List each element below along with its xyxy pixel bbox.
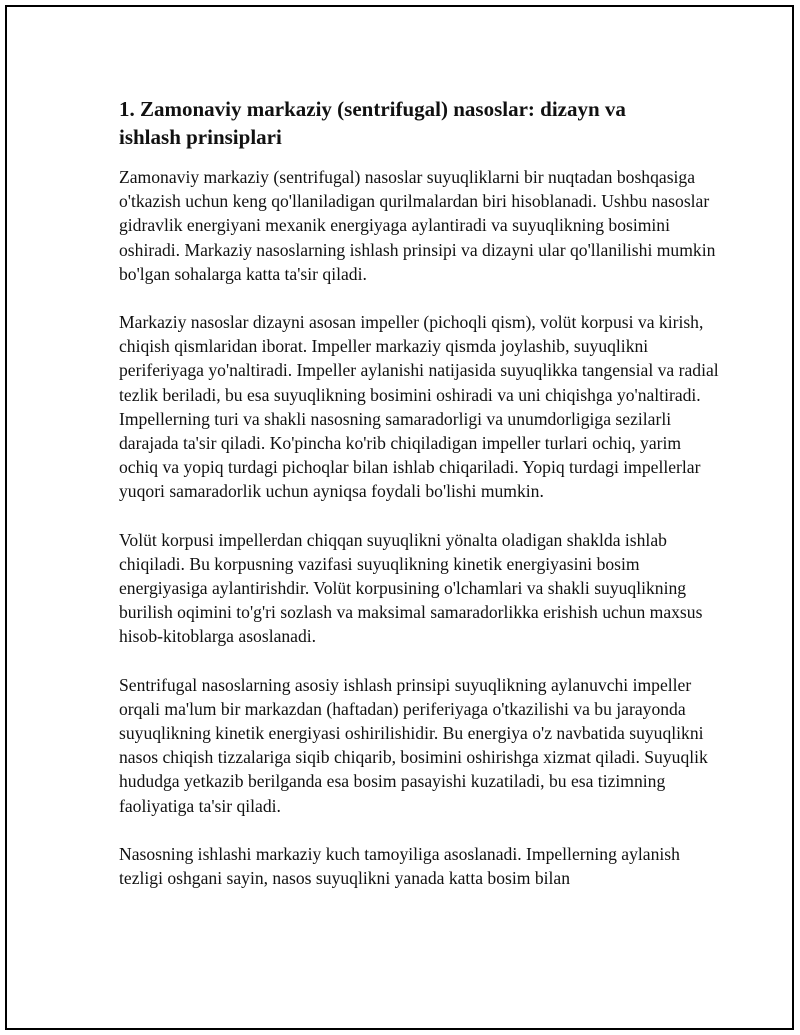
section-title: 1. Zamonaviy markaziy (sentrifugal) nasoslar: dizayn va ishlash prinsiplari: [119, 97, 626, 149]
paragraph-centrifugal-force: Nasosning ishlashi markaziy kuch tamoyiliga asoslanadi. Impellerning aylanish tezligi oshgani sayin, nasos suyuqlikni yanada katta bosim bilan: [119, 843, 680, 889]
paragraph-volute: Volüt korpusi impellerdan chiqqan suyuqlikni yönalta oladigan shaklda ishlab chiqiladi. Bu korpusning vazifasi suyuqlikning kinetik energiyasini bosim energiyasiga aylantirishdir. Volüt korpusining o'lchamlari va shakli suyuqlikning burilish oqimini to'g'ri sozlash va maksimal samaradorlikka erishish uchun maxsus hisob-kitoblarga asoslanadi.: [119, 529, 703, 647]
paragraph-design: Markaziy nasoslar dizayni asosan impeller (pichoqli qism), volüt korpusi va kirish, chiqish qismlaridan iborat. Impeller markaziy qismda joylashib, suyuqlikni periferiyaga yo'naltiradi. Impeller aylanishi natijasida suyuqlikka tangensial va radial tezlik beriladi, bu esa suyuqlikning bosimini oshiradi va uni chiqishga yo'naltiradi. Impellerning turi va shakli nasosning samaradorligi va unumdorligiga sezilarli darajada ta'sir qiladi. Ko'pincha ko'rib chiqiladigan impeller turlari ochiq, yarim ochiq va yopiq turdagi pichoqlar bilan ishlab chiqariladi. Yopiq turdagi impellerlar yuqori samaradorlik uchun ayniqsa foydali bo'lishi mumkin.: [119, 312, 719, 502]
page-frame: [5, 5, 794, 1030]
paragraph-intro: Zamonaviy markaziy (sentrifugal) nasoslar suyuqliklarni bir nuqtadan boshqasiga o'tkazish uchun keng qo'llaniladigan qurilmalardan biri hisoblanadi. Ushbu nasoslar gidravlik energiyani mexanik energiyaga aylantiradi va suyuqlikning bosimini oshiradi. Markaziy nasoslarning ishlash prinsipi va dizayni ular qo'llanilishi mumkin bo'lgan sohalarga katta ta'sir qiladi.: [119, 167, 716, 284]
document-content: [119, 95, 719, 914]
paragraph-principle: Sentrifugal nasoslarning asosiy ishlash prinsipi suyuqlikning aylanuvchi impeller orqali ma'lum bir markazdan (haftadan) periferiyaga o'tkazilishi va bu jarayonda suyuqlikning kinetik energiyasi oshirilishidir. Bu energiya o'z navbatida suyuqlikni nasos chiqish tizzalariga siqib chiqarib, bosimini oshirishga xizmat qiladi. Suyuqlik hududga yetkazib berilganda esa bosim pasayishi kuzatiladi, bu esa tizimning faoliyatiga ta'sir qiladi.: [119, 674, 708, 816]
